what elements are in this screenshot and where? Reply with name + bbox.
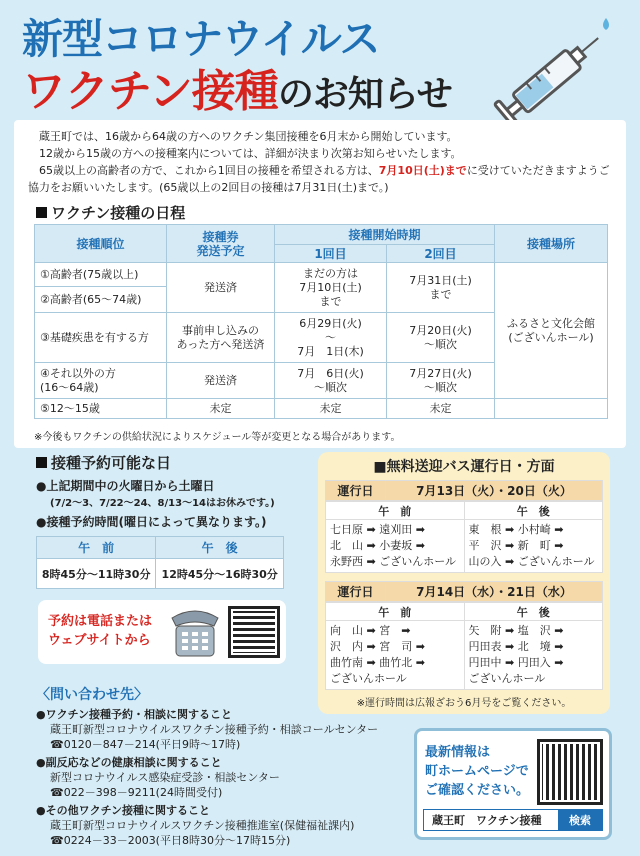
title-line1: 新型コロナウイルス bbox=[22, 15, 380, 63]
schedule-table: 接種順位 接種券 発送予定 接種開始時期 接種場所 1回目 2回目 ①高齢者(75歳以上) 発送済 まだの方は 7月10日(土) まで 7月31日(土) まで ふるさと文化会館 (ございんホール) ②高齢者(65～74歳) ③基礎疾患を有する方 事前申し込みの あった方へ発送済 6月29日(火) ～ 7月 1日(木) 7月20日(火) ～順次 ④それ以外の方 (16～64歳) 発送済 7月 6日(火) ～順次 7月27日(火) ～順次 ⑤12～15歳 未定 未定 未定 bbox=[34, 224, 608, 419]
search-bar: 蔵王町 ワクチン接種 検索 bbox=[423, 809, 603, 831]
search-button: 検索 bbox=[558, 810, 602, 830]
bus-table-1: 運行日 7月13日（火）・20日（火） bbox=[325, 480, 603, 501]
title-line2: ワクチン接種のお知らせ bbox=[22, 66, 452, 117]
bus-table-2: 運行日 7月14日（水）・21日（水） bbox=[325, 581, 603, 602]
hours-table: 午 前 午 後 8時45分～11時30分 12時45分～16時30分 bbox=[36, 536, 284, 589]
website-qr-code bbox=[537, 739, 603, 805]
bus-schedule-box: ■無料送迎バス運行日・方面 運行日 7月13日（火）・20日（火） 午 前 午 後 七日原 ➡ 遠刈田 ➡ 北 山 ➡ 小妻坂 ➡ 永野西 ➡ ございんホール 東 根 ➡ 小村崎 ➡ 平 沢 ➡ 新 町 ➡ 山の入 ➡ ございんホール 運行日 7月14日（水）・21日（水） 午 前 午 後 向 山 ➡ 宮 ➡ 沢 内 ➡ 宮 司 ➡ 曲竹南 ➡ 曲竹北 ➡ ございんホール 矢 附 ➡ 塩 沢 ➡ 円田表 ➡ 北 境 ➡ 円田中 ➡ 円田入 ➡ ございんホール ※運行時間は広報ざおう6月号をご覧ください。 bbox=[318, 452, 610, 714]
contact-section: 〈問い合わせ先〉 ●ワクチン接種予約・相談に関すること 蔵王町新型コロナウイルスワクチン接種予約・相談コールセンター ☎0120－847－214(平日9時～17時) ●副反応などの健康相談に関すること 新型コロナウイルス感染症受診・相談センター ☎022－398－9211(24時間受付) ●その他ワクチン接種に関すること 蔵王町新型コロナウイルスワクチン接種推進室(保健福祉課内) ☎0224－33－2003(平日8時30分～17時15分) bbox=[36, 687, 379, 847]
telephone-icon bbox=[166, 606, 224, 660]
schedule-heading: ワクチン接種の日程 bbox=[36, 202, 185, 223]
website-box: 最新情報は 町ホームページで ご確認ください。 蔵王町 ワクチン接種 検索 bbox=[414, 728, 612, 840]
reservation-section: 接種予約可能な日 ●上記期間中の火曜日から土曜日 (7/2～3、7/22～24、8/13～14はお休みです。) ●接種予約時間(曜日によって異なります。) 午 前 午 後 8時45分～11時30分 12時45分～16時30分 bbox=[36, 452, 292, 589]
phone-web-box: 予約は電話または ウェブサイトから bbox=[38, 600, 286, 664]
qr-code bbox=[228, 606, 280, 658]
schedule-note: ※今後もワクチンの供給状況によりスケジュール等が変更となる場合があります。 bbox=[34, 432, 401, 443]
intro-text: 蔵王町では、16歳から64歳の方へのワクチン集団接種を6月末から開始しています。 12歳から15歳の方への接種案内については、詳細が決まり次第お知らせいたします。 65歳以上の高齢者の方で、これから1回目の接種を希望される方は、7月10日(土)までに受けていただきますようご協力をお願いいたします。(65歳以上の2回目の接種は7月31日(土)まで。) bbox=[28, 130, 610, 194]
